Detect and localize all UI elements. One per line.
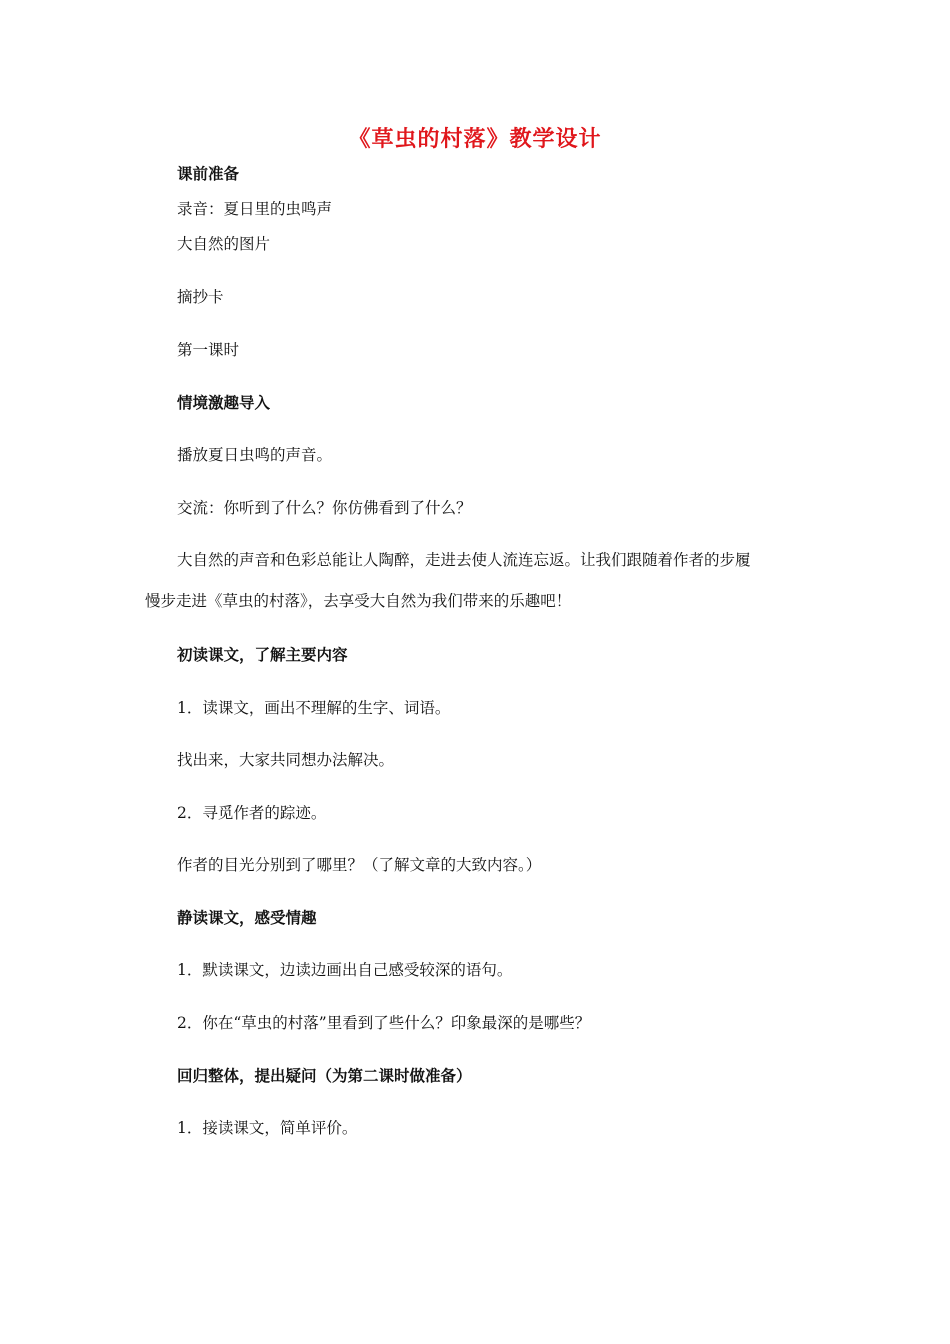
section-heading: 静读课文，感受情趣 bbox=[177, 908, 317, 927]
lesson-label: 第一课时 bbox=[177, 341, 240, 359]
section-line: 作者的目光分别到了哪里？（了解文章的大致内容。） bbox=[177, 856, 542, 874]
prep-item-pictures: 大自然的图片 bbox=[177, 235, 271, 253]
section-line: 找出来，大家共同想办法解决。 bbox=[177, 751, 395, 769]
document-title: 《草虫的村落》教学设计 bbox=[348, 126, 602, 152]
prep-item-recording: 录音：夏日里的虫鸣声 bbox=[177, 200, 333, 218]
paragraph-line: 慢步走进《草虫的村落》，去享受大自然为我们带来的乐趣吧！ bbox=[145, 592, 572, 610]
paragraph-line: 大自然的声音和色彩总能让人陶醉，走进去使人流连忘返。让我们跟随着作者的步履 bbox=[177, 551, 751, 569]
section-heading: 情境激趣导入 bbox=[177, 393, 271, 412]
section-line: 1．读课文，画出不理解的生字、词语。 bbox=[177, 699, 451, 717]
section-line: 2．寻觅作者的踪迹。 bbox=[177, 804, 327, 822]
intro-paragraph bbox=[145, 549, 815, 612]
section-line: 1．默读课文，边读边画出自己感受较深的语句。 bbox=[177, 961, 513, 979]
prep-heading: 课前准备 bbox=[177, 164, 240, 183]
section-line: 2．你在“草虫的村落”里看到了些什么？印象最深的是哪些？ bbox=[177, 1014, 591, 1032]
prep-item-cards: 摘抄卡 bbox=[177, 288, 224, 306]
section-line: 播放夏日虫鸣的声音。 bbox=[177, 446, 333, 464]
section-heading: 回归整体，提出疑问（为第二课时做准备） bbox=[177, 1066, 472, 1085]
section-line: 1．接读课文，简单评价。 bbox=[177, 1119, 358, 1137]
section-line: 交流：你听到了什么？你仿佛看到了什么？ bbox=[177, 499, 472, 517]
section-heading: 初读课文，了解主要内容 bbox=[177, 645, 348, 664]
